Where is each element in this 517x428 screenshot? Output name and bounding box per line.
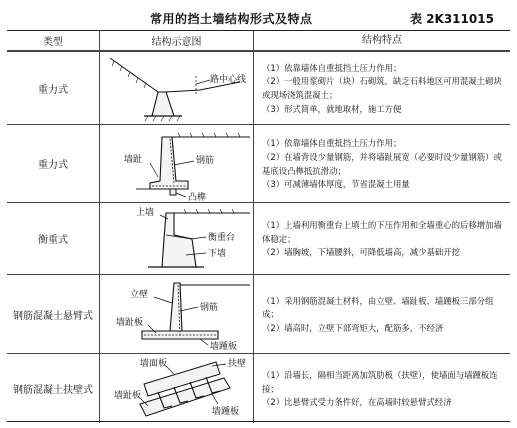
header-type: 类型 xyxy=(43,37,63,48)
figure-counterfort-wall xyxy=(99,354,254,423)
row-type: 钢筋混凝土扶壁式 xyxy=(13,385,93,396)
feature-item: （1）沿墙长，隔相当距离加筑肋板（扶壁），使墙面与墙踵板连接； xyxy=(262,370,498,394)
figure-label-counterfort: 扶壁 xyxy=(228,359,247,369)
row-features xyxy=(254,275,510,353)
row-type: 钢筋混凝土悬臂式 xyxy=(13,310,93,322)
feature-item: （1）上墙利用衡重台上填土的下压作用和全墙重心的后移增加墙体稳定； xyxy=(262,220,502,244)
header-features: 结构特点 xyxy=(362,34,402,46)
table-header-row xyxy=(7,31,510,51)
figure-label-shear-key: 凸榫 xyxy=(188,193,207,203)
row-features xyxy=(254,203,510,274)
figure-label-rebar: 钢筋 xyxy=(196,156,215,166)
row-features xyxy=(254,354,510,423)
figure-counterweight-wall xyxy=(99,203,254,274)
figure-label-heel-slab: 墙踵板 xyxy=(212,407,240,417)
feature-item: （1）采用钢筋混凝土材料，由立壁、墙趾板、墙踵板三部分组成； xyxy=(262,295,494,320)
figure-label-rebar: 钢筋 xyxy=(200,303,219,313)
table-row xyxy=(7,202,510,274)
figure-label-lower-wall: 下墙 xyxy=(208,249,227,259)
feature-item: （2）墙胸坡，下墙腰斜，可降低墙高，减少基础开挖 xyxy=(262,247,460,258)
table-row xyxy=(7,124,510,202)
row-type: 重力式 xyxy=(38,160,68,171)
figure-cantilever-wall xyxy=(99,275,254,353)
figure-label-face-panel: 墙面板 xyxy=(140,359,168,369)
figure-label-toe-slab: 墙趾板 xyxy=(116,318,144,328)
table-row xyxy=(7,51,510,124)
figure-label-toe-slab: 墙趾板 xyxy=(114,391,142,401)
row-type: 重力式 xyxy=(38,84,68,96)
row-features xyxy=(254,52,510,124)
feature-item: （2）一般用浆砌片（块）石砌筑，缺乏石料地区可用混凝土砌块或现场浇筑混凝土； xyxy=(262,76,502,100)
retaining-wall-table xyxy=(7,30,510,422)
table-title: 常用的挡土墙结构形式及特点 xyxy=(150,12,313,26)
row-features xyxy=(254,125,510,202)
feature-item: （3）形式简单，就地取材，施工方便 xyxy=(262,103,402,114)
table-row xyxy=(7,274,510,353)
figure-label-toe: 墙趾 xyxy=(124,155,143,165)
feature-item: （3）可减薄墙体厚度，节省混凝土用量 xyxy=(262,179,410,190)
figure-label-heel-slab: 墙踵板 xyxy=(210,342,238,352)
table-number: 表 2K311015 xyxy=(410,12,494,26)
header-figure: 结构示意图 xyxy=(99,31,254,50)
figure-label-counterweight-platform: 衡重台 xyxy=(208,233,236,243)
figure-label-upper-wall: 上墙 xyxy=(136,208,155,218)
feature-item: （2）墙高时，立壁下部弯矩大，配筋多，不经济 xyxy=(262,322,444,333)
feature-item: （1）依靠墙体自重抵挡土压力作用； xyxy=(262,138,402,149)
figure-gravity-rebar-wall xyxy=(99,125,254,202)
feature-item: （1）依靠墙体自重抵挡土压力作用； xyxy=(262,62,402,73)
figure-gravity-wall xyxy=(99,52,254,124)
figure-label-stem: 立壁 xyxy=(130,290,149,300)
row-type: 衡重式 xyxy=(38,235,68,246)
figure-label-road-centerline: 路中心线 xyxy=(210,75,247,85)
table-row xyxy=(7,353,510,423)
feature-item: （2）比悬臂式受力条件好，在高墙时较悬臂式经济 xyxy=(262,397,452,408)
feature-item: （2）在墙背设少量钢筋，并将墙趾展宽（必要时设少量钢筋）或基底设凸榫抵抗滑动； xyxy=(262,151,502,176)
